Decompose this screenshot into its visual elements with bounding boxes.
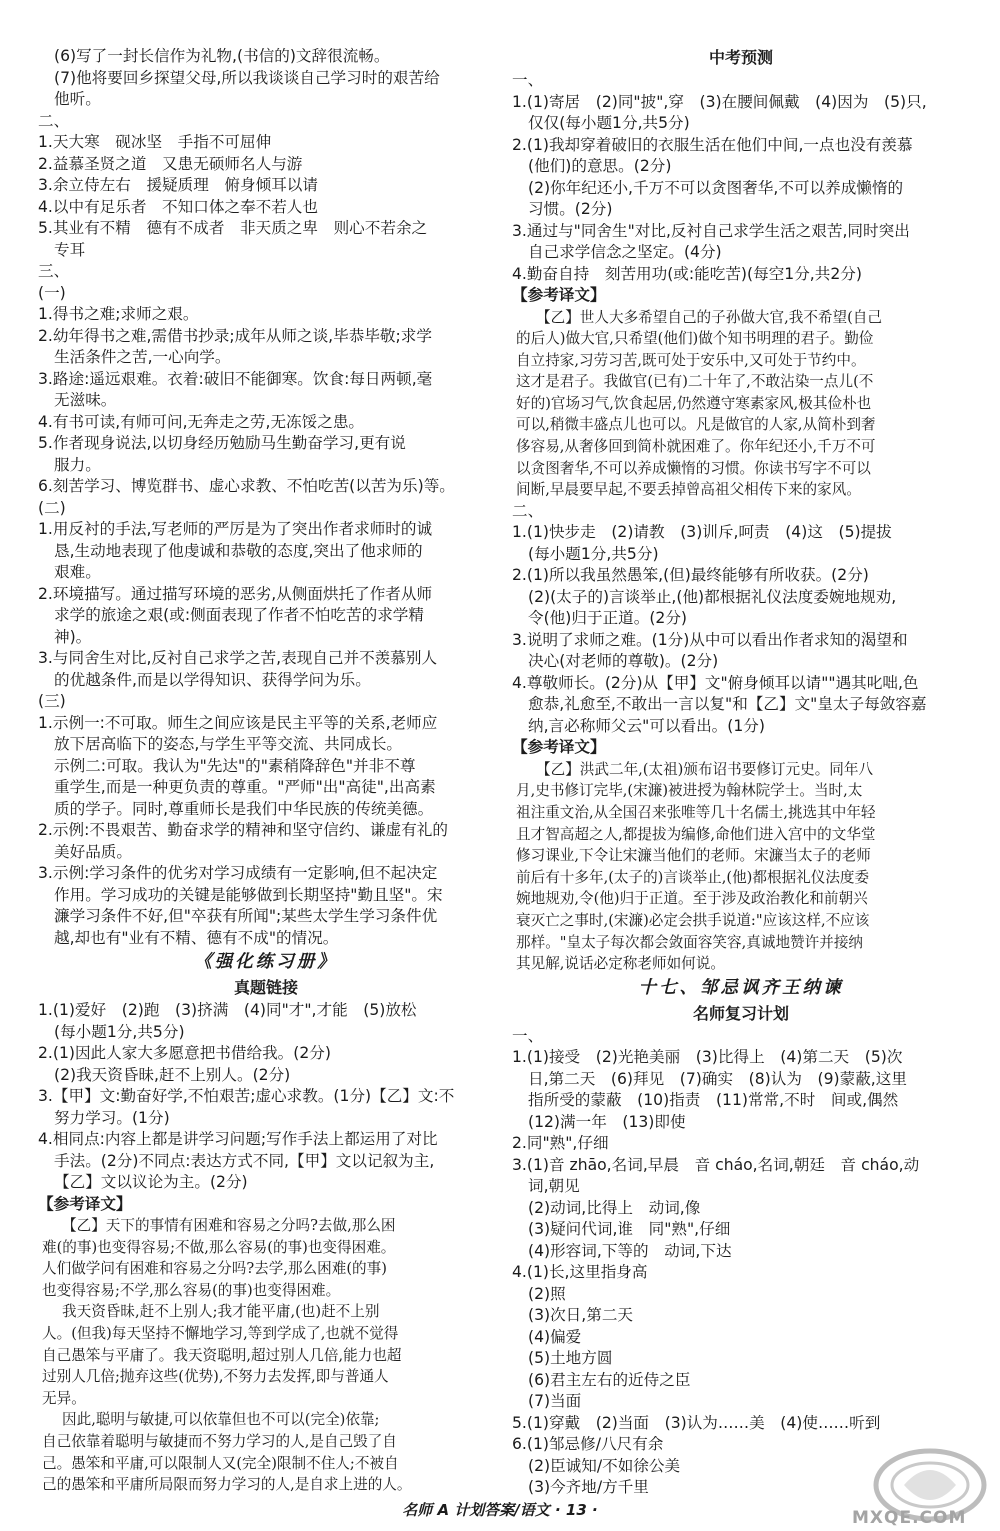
text-line: 【乙】洪武二年,(太祖)颁布诏书要修订元史。同年八	[536, 760, 874, 778]
section-heading: 《强化练习册》	[194, 952, 338, 972]
text-line: (2)你年纪还小,千万不可以贪图奢华,不可以养成懒惰的	[528, 178, 904, 197]
text-line: 愈恭,礼愈至,不敢出一言以复"和【乙】文"皇太子每敛容嘉	[528, 695, 927, 714]
text-line: 的优越条件,而是以学得知识、获得学问为乐。	[54, 670, 371, 689]
text-line: 前后有十多年,(太子的)言谈举止,(他)都根据礼仪法度委	[516, 868, 870, 886]
section-heading: 真题链接	[233, 978, 298, 997]
text-line: 己的愚笨和平庸所局限而努力学习的人,是自求上进的人。	[42, 1476, 412, 1494]
text-line: 1.(1)快步走 (2)请教 (3)训斥,呵责 (4)这 (5)提拔	[512, 523, 892, 542]
text-line: (3)次日,第二天	[528, 1306, 634, 1325]
text-line: (3)疑问代词,谁 同"熟",仔细	[528, 1220, 731, 1239]
text-line: 2.同"熟",仔细	[512, 1134, 609, 1153]
text-line: 自己依靠着聪明与敏捷而不努力学习的人,是自己毁了自	[42, 1432, 397, 1450]
text-line: 神)。	[54, 627, 92, 646]
text-line: 无滋味。	[54, 391, 117, 409]
text-line: 无异。	[42, 1389, 86, 1407]
text-line: 己。愚笨和平庸,可以限制人又(完全)限制不住人;不被自	[42, 1454, 399, 1472]
text-line: 二、	[512, 501, 544, 520]
text-line: 其见解,说话必定称老师如何说。	[516, 955, 725, 973]
text-line: 因此,聪明与敏捷,可以依靠但也不可以(完全)依靠;	[62, 1411, 380, 1429]
text-line: 纳,言必称师父云"可以看出。(1分)	[528, 716, 765, 735]
text-line: 3.余立侍左右 援疑质理 俯身倾耳以请	[38, 176, 318, 194]
text-line: 2.(1)所以我虽然愚笨,(但)最终能够有所收获。(2分)	[512, 566, 869, 585]
text-line: 3.路途:遥远艰难。衣着:破旧不能御寒。饮食:每日两顿,毫	[38, 369, 433, 388]
text-line: 艰难。	[54, 563, 101, 581]
text-line: 我天资昏昧,赶不上别人;我才能平庸,(也)赶不上别	[62, 1303, 380, 1321]
section-heading: 十七、邹忌讽齐王纳谏	[638, 977, 844, 998]
text-line: 令(他)归于正道。(2分)	[528, 609, 688, 628]
text-line: 2.示例:不畏艰苦、勤奋求学的精神和坚守信约、谦虚有礼的	[38, 821, 448, 839]
text-line: (6)君主左右的近侍之臣	[528, 1370, 691, 1389]
text-line: 4.有书可读,有师可问,无奔走之劳,无冻馁之患。	[38, 412, 365, 431]
text-line: 6.刻苦学习、博览群书、虚心求教、不怕吃苦(以苦为乐)等。	[38, 477, 455, 495]
text-line: 重学生,而是一种更负责的尊重。"严师"出"高徒",出高素	[54, 778, 436, 796]
text-line: 间断,早晨要早起,不要丢掉曾高祖父相传下来的家风。	[516, 481, 861, 499]
text-line: 1.(1)接受 (2)光艳美丽 (3)比得上 (4)第二天 (5)次	[512, 1048, 903, 1067]
text-line: 5.其业有不精 德有不成者 非天质之卑 则心不若余之	[38, 219, 428, 237]
watermark-site-text: MXQE.COM	[852, 1508, 967, 1528]
text-line: 恳,生动地表现了他虔诚和恭敬的态度,突出了他求师的	[54, 541, 423, 560]
text-line: 2.幼年得书之难,需借书抄录;成年从师之谈,毕恭毕敬;求学	[38, 326, 432, 345]
text-line: 的后人)做大官,只希望(他们)做个知书明理的君子。勤俭	[516, 330, 874, 348]
text-line: (7)当面	[528, 1392, 582, 1411]
text-line: 仅仅(每小题1分,共5分)	[528, 114, 690, 132]
text-line: 月,史书修订完毕,(宋濂)被进授为翰林院学士。当时,太	[516, 782, 863, 800]
text-line: 三、	[38, 262, 70, 280]
text-line: 且才智高超之人,都提拔为编修,命他们进入宫中的文华堂	[516, 825, 876, 843]
reference-translation-label: 【参考译文】	[38, 1194, 132, 1213]
text-line: 4.以中有足乐者 不知口体之奉不若人也	[38, 197, 318, 216]
text-line: 婉地规劝,令(他)归于正道。至于涉及政治教化和前朝兴	[516, 890, 868, 908]
text-line: 努力学习。(1分)	[54, 1108, 170, 1127]
text-line: 5.(1)穿戴 (2)当面 (3)认为……美 (4)使……听到	[512, 1413, 881, 1432]
page-footer: 名师 A 计划答案/语文 · 13 ·	[402, 1501, 598, 1519]
text-line: 3.示例:学习条件的优劣对学习成绩有一定影响,但不起决定	[38, 864, 438, 882]
text-line: (他们)的意思。(2分)	[528, 157, 672, 175]
text-line: 4.勤奋自持 刻苦用功(或:能吃苦)(每空1分,共2分)	[512, 264, 862, 283]
text-line: 越,却也有"业有不精、德有不成"的情况。	[54, 928, 339, 947]
text-line: 4.(1)长,这里指身高	[512, 1263, 648, 1282]
text-line: 2.益慕圣贤之道 又患无硕师名人与游	[38, 154, 303, 173]
text-line: 1.(1)爱好 (2)跑 (3)挤满 (4)同"才",才能 (5)放松	[38, 1001, 417, 1019]
text-line: 好的)官场习气,饮食起居,仍然遵守寒素家风,极其俭朴也	[516, 394, 872, 412]
text-line: 【乙】天下的事情有困难和容易之分吗?去做,那么困	[62, 1217, 396, 1234]
text-line: 1.示例一:不可取。师生之间应该是民主平等的关系,老师应	[38, 713, 438, 732]
text-line: (每小题1分,共5分)	[528, 544, 659, 563]
text-line: 二、	[38, 111, 70, 130]
text-line: 2.环境描写。通过描写环境的恶劣,从侧面烘托了作者从师	[38, 584, 433, 603]
text-line: 人们做学问有困难和容易之分吗?去学,那么困难(的事)	[42, 1260, 387, 1278]
text-line: (每小题1分,共5分)	[54, 1022, 185, 1041]
text-line: (6)写了一封长信作为礼物,(书信的)文辞很流畅。	[54, 47, 390, 65]
text-line: 3.(1)音 zhāo,名词,早晨 音 cháo,名词,朝廷 音 cháo,动	[512, 1155, 920, 1174]
text-line: 自己求学信念之坚定。(4分)	[528, 243, 722, 261]
text-line: 质的学子。同时,尊重师长是我们中华民族的传统美德。	[54, 799, 434, 818]
section-heading: 名师复习计划	[692, 1003, 789, 1023]
section-heading: 中考预测	[708, 48, 773, 67]
text-line: 5.作者现身说法,以切身经历勉励马生勤奋学习,更有说	[38, 434, 406, 452]
reference-translation-label: 【参考译文】	[512, 286, 606, 304]
text-line: 美好品质。	[54, 842, 132, 861]
text-line: 1.天大寒 砚冰坚 手指不可屈伸	[38, 133, 272, 151]
text-line: (2)动词,比得上 动词,像	[528, 1198, 701, 1217]
text-line: (2)臣诚知/不如徐公美	[528, 1456, 681, 1475]
right-column	[512, 46, 970, 1499]
text-line: (7)他将要回乡探望父母,所以我谈谈自己学习时的艰苦给	[54, 68, 440, 87]
text-line: 【乙】世人大多希望自己的子孙做大官,我不希望(自己	[536, 308, 882, 326]
text-line: 他听。	[54, 90, 101, 108]
text-line: (2)我天资昏昧,赶不上别人。(2分)	[54, 1065, 291, 1084]
text-line: 也变得容易;不学,那么容易(的事)也变得困难。	[42, 1281, 341, 1299]
text-line: 日,第二天 (6)拜见 (7)确实 (8)认为 (9)蒙蔽,这里	[528, 1069, 907, 1088]
text-line: 4.相同点:内容上都是讲学习问题;写作手法上都运用了对比	[38, 1130, 438, 1148]
text-line: 3.【甲】文:勤奋好学,不怕艰苦;虚心求教。(1分)【乙】文:不	[38, 1087, 455, 1105]
text-line: 可以,稍微丰盛点儿也可以。凡是做官的人家,从简朴到奢	[516, 416, 876, 434]
text-line: 放下居高临下的姿态,与学生平等交流、共同成长。	[54, 735, 403, 753]
text-line: 2.(1)我却穿着破旧的衣服生活在他们中间,一点也没有羡慕	[512, 135, 913, 154]
text-line: (二)	[38, 498, 66, 517]
text-line: 一、	[512, 71, 544, 89]
text-line: 1.(1)寄居 (2)同"披",穿 (3)在腰间佩戴 (4)因为 (5)只,	[512, 92, 927, 111]
text-line: 侈容易,从奢侈回到简朴就困难了。你年纪还小,千万不可	[516, 438, 876, 456]
text-line: (2)(太子的)言谈举止,(他)都根据礼仪法度委婉地规劝,	[528, 587, 897, 606]
text-line: 求学的旅途之艰(或:侧面表现了作者不怕吃苦的求学精	[54, 606, 424, 624]
text-line: 决心(对老师的尊敬)。(2分)	[528, 652, 719, 671]
text-line: (4)形容词,下等的 动词,下达	[528, 1241, 732, 1260]
text-line: (一)	[38, 283, 66, 302]
text-line: 这才是君子。我做官(已有)二十年了,不敢沾染一点儿(不	[516, 373, 874, 391]
text-line: 生活条件之苦,一心向学。	[54, 348, 231, 366]
text-line: 服力。	[54, 455, 101, 474]
text-line: 一、	[512, 1026, 544, 1045]
text-line: 3.与同舍生对比,反衬自己求学之苦,表现自己并不羡慕别人	[38, 649, 438, 667]
text-line: 祖注重文治,从全国召来张唯等几十名儒士,挑选其中年轻	[516, 804, 876, 822]
text-line: 濂学习条件不好,但"卒获有所闻";某些太学生学习条件优	[54, 907, 438, 925]
text-line: 作用。学习成功的关键是能够做到长期坚持"勤且坚"。宋	[54, 885, 443, 904]
text-line: (2)照	[528, 1284, 566, 1303]
text-line: 6.(1)邹忌修/八尺有余	[512, 1435, 664, 1454]
text-line: 衰灭亡之事时,(宋濂)必定会拱手说道:"应该这样,不应该	[516, 912, 870, 929]
text-line: 自立持家,习劳习苦,既可处于安乐中,又可处于节约中。	[516, 351, 866, 369]
text-line: (3)今齐地/方千里	[528, 1478, 649, 1497]
text-line: 以贪图奢华,不可以养成懒惰的习惯。你读书写字不可以	[516, 459, 871, 477]
text-line: 词,朝见	[528, 1177, 580, 1196]
text-line: 4.尊敬师长。(2分)从【甲】文"俯身倾耳以请""遇其叱咄,色	[512, 673, 919, 692]
text-line: 3.通过与"同舍生"对比,反衬自己求学生活之艰苦,同时突出	[512, 221, 910, 240]
text-line: 指所受的蒙蔽 (10)指责 (11)常常,不时 间或,偶然	[528, 1091, 899, 1110]
text-line: 修习课业,下令让宋濂当他们的老师。宋濂当太子的老师	[516, 847, 871, 865]
text-line: 自己愚笨与平庸了。我天资聪明,超过别人几倍,能力也超	[42, 1346, 402, 1364]
text-line: 示例二:可取。我认为"先达"的"素稍降辞色"并非不尊	[54, 756, 416, 775]
text-line: 3.说明了求师之难。(1分)从中可以看出作者求知的渴望和	[512, 630, 908, 649]
text-line: 2.(1)因此人家大多愿意把书借给我。(2分)	[38, 1044, 331, 1062]
text-line: 难(的事)也变得容易;不做,那么容易(的事)也变得困难。	[42, 1238, 396, 1256]
text-line: 1.用反衬的手法,写老师的严厉是为了突出作者求师时的诚	[38, 520, 433, 538]
text-line: (5)土地方圆	[528, 1349, 613, 1368]
text-line: 习惯。(2分)	[528, 200, 613, 218]
reference-translation-label: 【参考译文】	[512, 738, 606, 757]
text-line: 1.得书之难;求师之艰。	[38, 305, 199, 323]
text-line: 手法。(2分)不同点:表达方式不同,【甲】文以记叙为主,	[54, 1151, 435, 1170]
text-line: 过别人几倍;抛弃这些(优势),不努力去发挥,即与普通人	[42, 1368, 389, 1386]
text-line: 那样。"皇太子每次都会敛面容笑容,真诚地赞许并接纳	[516, 933, 864, 951]
text-line: 专耳	[54, 240, 86, 259]
text-line: 人。(但我)每天坚持不懈地学习,等到学成了,也就不觉得	[42, 1324, 399, 1342]
text-line: (12)满一年 (13)即使	[528, 1112, 686, 1131]
left-column	[38, 46, 494, 1496]
text-line: 【乙】文以议论为主。(2分)	[54, 1173, 248, 1191]
text-line: (4)偏爱	[528, 1327, 582, 1346]
text-line: (三)	[38, 692, 66, 710]
